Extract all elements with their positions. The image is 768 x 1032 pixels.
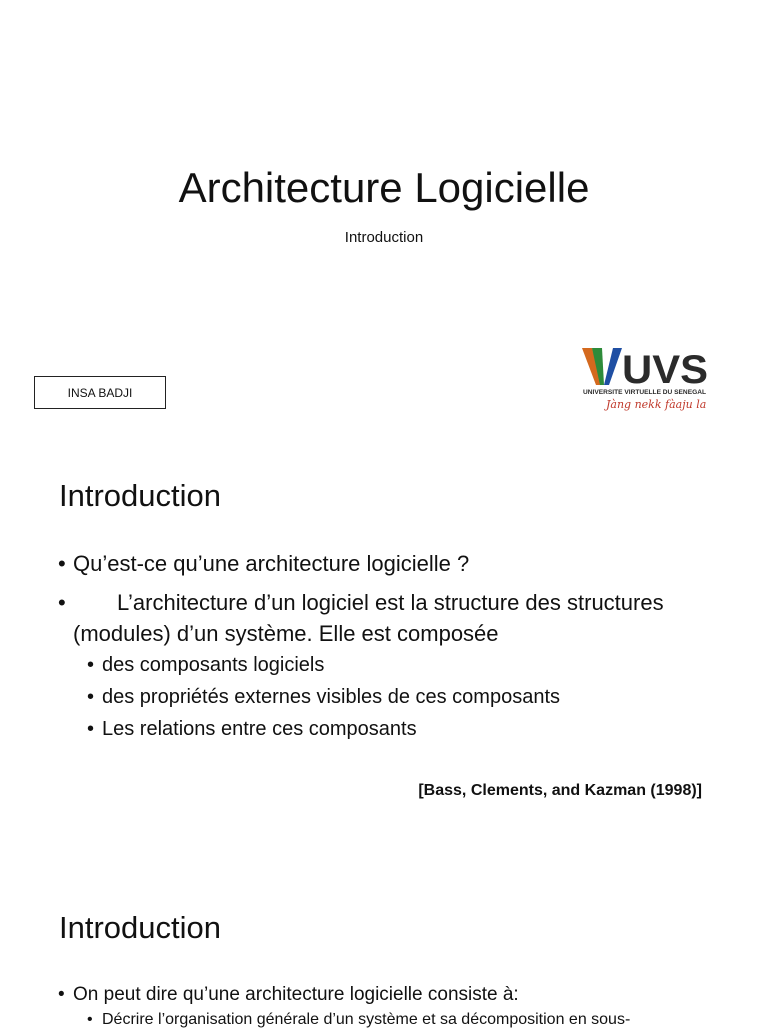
uvs-logo: [582, 345, 712, 425]
citation: [Bass, Clements, and Kazman (1998)]: [418, 782, 702, 799]
subbullet-text: des propriétés externes visibles de ces composants: [102, 686, 561, 708]
author-box: [34, 376, 166, 409]
bullet-list: [58, 548, 718, 745]
bullet-question: [58, 548, 718, 579]
bullet-text: On peut dire qu’une architecture logicielle consiste à:: [73, 984, 519, 1005]
logo-letters: UVS: [622, 348, 708, 392]
introduction-slide-2: [0, 865, 768, 1028]
subbullet-properties: [58, 681, 718, 713]
subbullet-components: [58, 649, 718, 681]
subbullet-text: des composants logiciels: [102, 654, 325, 676]
title-slide: [0, 0, 768, 432]
presentation-subtitle: Introduction: [344, 229, 424, 246]
bullet-consists: [58, 981, 718, 1008]
subbullet-relations: [58, 713, 718, 745]
bullet-definition: [58, 587, 718, 649]
spacer: [58, 579, 718, 587]
logo-v-blue: [604, 348, 622, 385]
logo-tagline: Jàng nekk fàaju la: [606, 398, 707, 411]
bullet-list: [58, 981, 718, 1032]
author-name: INSA BADJI: [67, 385, 133, 400]
introduction-slide: [0, 432, 768, 865]
subbullet-describe: [58, 1008, 718, 1032]
logo-caption: UNIVERSITE VIRTUELLE DU SENEGAL: [583, 389, 707, 396]
bullet-text: L’architecture d’un logiciel est la structure des structures (modules) d’un système. Elle est composée: [73, 590, 664, 646]
slide-title: Introduction: [59, 478, 221, 513]
subbullet-text: Les relations entre ces composants: [102, 718, 417, 740]
presentation-title: Architecture Logicielle: [178, 164, 590, 211]
subbullet-text: Décrire l’organisation générale d’un système et sa décomposition en sous-: [102, 1011, 631, 1028]
slide-title: Introduction: [59, 910, 221, 945]
bullet-text: Qu’est-ce qu’une architecture logicielle ?: [73, 551, 470, 576]
